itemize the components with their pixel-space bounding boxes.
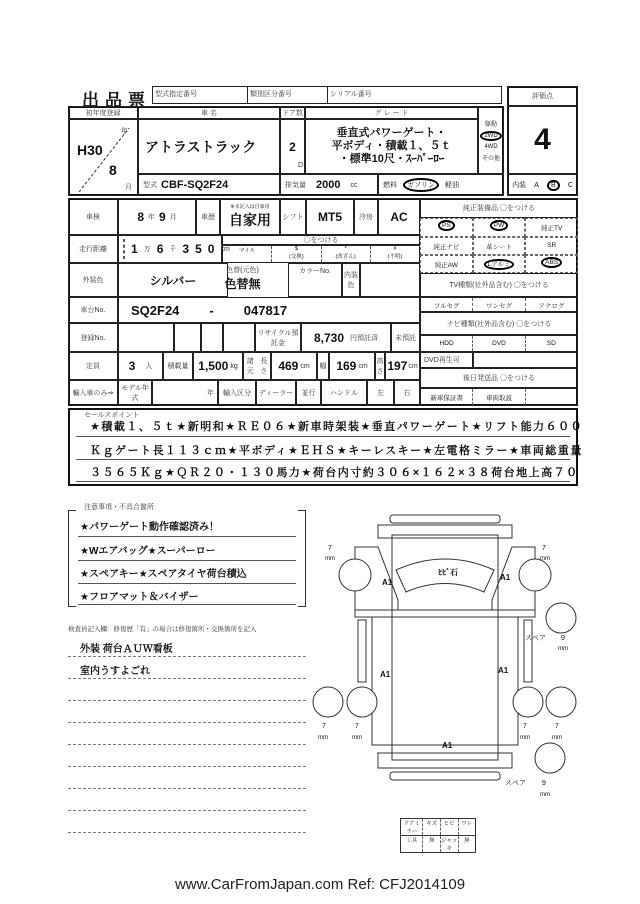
mark-a1: A1 [500, 573, 511, 582]
header-fields [152, 86, 502, 104]
recycle-unpaid: 未預託 [391, 323, 420, 352]
equip-sunroof: SR [525, 237, 578, 255]
later-manual: 車両取説 [473, 389, 525, 405]
color-change [200, 265, 285, 292]
tv-fullseg: フルセグ [421, 298, 473, 311]
equip-alloy-circled: Lアルミ [484, 259, 515, 270]
unit: cm [300, 362, 310, 370]
drive-other: その他 [481, 155, 500, 162]
tread-depth: 7 [322, 723, 326, 730]
equip-abs-circled: ABS [541, 257, 562, 268]
unit: mm [520, 735, 530, 741]
handle-right: 右 [394, 380, 420, 406]
equip-aw: 純正AW [420, 255, 473, 273]
displacement-label: 排気量 [285, 182, 306, 189]
spare-label: スペア [525, 635, 546, 642]
later-options [420, 388, 578, 406]
mileage-label: 走行距離 [68, 235, 118, 263]
tread-depth: 7 [555, 723, 559, 730]
reg-cell [174, 323, 201, 352]
first-reg-cell [68, 119, 138, 196]
mileage-digit: 6 [156, 242, 164, 256]
tread-depth: 7 [523, 723, 527, 730]
bracket-right [298, 510, 306, 607]
displacement-value: 2000 [316, 179, 341, 191]
form-title: 出品票 [82, 91, 151, 110]
import-dealer: ディーラー [256, 380, 296, 406]
doors-value: 2 [280, 119, 305, 174]
ac-label: 冷房 [354, 198, 378, 235]
color-no-label: カラーNo. [288, 263, 342, 297]
mileage-digit: 1 [131, 242, 138, 256]
grade-line: ・標準10尺・ｽｰﾊﾟｰﾛｰ [338, 153, 445, 165]
tire-rear-left-outer [313, 687, 343, 717]
chassis-prefix: SQ2F24 [131, 302, 180, 318]
inspector-line: 外装 荷台ＡＵＷ看板 [80, 644, 173, 655]
usage-note: ※未記入は自家用 [230, 204, 270, 210]
tire-rear-left-inner [347, 687, 377, 717]
mark-a1: A1 [498, 666, 509, 675]
accessory-table [400, 818, 476, 853]
inspector-label: 検査員記入欄：修復歴「有」の場合は修復箇所・交換箇所を記入 [68, 626, 257, 633]
equip-leather: 革シート [473, 237, 526, 255]
unit: mm [318, 735, 328, 741]
interior-color-label: 内装色 [342, 263, 360, 297]
fuel-gasoline-circled: ガソリン [403, 178, 439, 192]
tread-depth: 7 [328, 545, 332, 552]
mark-mile: マイル [223, 246, 272, 262]
inspection-label: 車検 [68, 198, 118, 235]
model-value: CBF-SQ2F24 [161, 179, 229, 191]
mark-a1: A1 [442, 741, 453, 750]
mark-tampered: * (改ざん) [322, 246, 371, 262]
score-label: 評価点 [507, 86, 578, 106]
first-reg-month: 8 [109, 162, 117, 178]
recycle-value-cell [301, 323, 391, 352]
unit: mm [552, 735, 562, 741]
width-cell [329, 352, 375, 380]
color-value: シルバー [118, 263, 228, 297]
interior-label: 内装 [512, 182, 527, 189]
car-diagram [310, 500, 590, 810]
bracket-left [68, 510, 76, 607]
reg-cell [223, 323, 255, 352]
unit: mm [540, 556, 550, 562]
inspector-line: 室内うすよごれ [80, 666, 150, 677]
navi-options [420, 335, 578, 352]
sales-line: Ｋｇゲート長１１３ｃｍ★平ボディ★ＥＨＳ★キーレスキー★左電格ミラー★車両総重量 [90, 445, 583, 457]
color-change-value: 色替無 [224, 277, 261, 291]
interior-b-circled: B [547, 180, 560, 191]
table-cell: ヒビ [441, 819, 459, 835]
handle-label: ハンドル [321, 380, 367, 406]
usage-value: 自家用 [229, 212, 271, 228]
capacity-cell [118, 352, 163, 380]
equip-ps-circled: PS [438, 220, 455, 231]
mileage-mark-header: 〇をつける [222, 235, 420, 245]
tv-header: TV種類(社外品含む) 〇をつける [420, 273, 578, 297]
table-cell: 無 [464, 838, 470, 844]
doors-unit: D [298, 162, 304, 169]
unit: 月 [169, 213, 177, 221]
width-value: 169 [336, 359, 357, 373]
shift-value: MT5 [306, 198, 354, 235]
later-header: 後日発送品 〇をつける [420, 368, 578, 388]
table-cell: 無 [423, 836, 441, 852]
first-reg-year: H30 [77, 142, 103, 158]
import-parallel: 並行 [296, 380, 321, 406]
doors-label: ドア数 [280, 106, 305, 119]
windshield-damage: ﾋﾋﾞ石 [438, 568, 458, 577]
recycle-label: リサイクル預託金 [255, 323, 301, 352]
table-cell: 工具 [401, 836, 423, 852]
drive-label: 駆動 [484, 121, 497, 128]
navi-sd: SD [546, 340, 556, 347]
color-change-label: 色替(元色) [226, 267, 259, 274]
unit: mm [558, 646, 568, 652]
load-cell [193, 352, 243, 380]
tire-front-left [339, 559, 371, 591]
inspection-value [118, 198, 196, 235]
year-unit: 年 [121, 128, 128, 135]
spare-tread: 9 [561, 635, 565, 642]
dims-label-cell [243, 352, 271, 380]
equip-tv: 純正TV [525, 218, 578, 237]
dvd-play: DVD再生可 [420, 352, 473, 368]
equipment-header: 純正装備品 〇をつける [420, 198, 578, 218]
model-year-unit: 年 [152, 380, 218, 406]
mark-unknown: # (不明) [387, 246, 403, 260]
mark-a1: A1 [382, 578, 393, 587]
mileage-value [118, 235, 230, 263]
capacity-label: 定員 [68, 352, 118, 380]
unit: cm [408, 362, 418, 370]
dvd-play-cell [473, 352, 578, 368]
mileage-digit [123, 239, 125, 259]
length-label: 長さ [260, 358, 268, 375]
tire-rear-right-inner [513, 687, 543, 717]
chassis-label: 車台No. [68, 297, 118, 323]
displacement-cell [280, 174, 378, 196]
height-cell [385, 352, 420, 380]
mileage-digit: 0 [207, 242, 215, 256]
usage-cell [220, 198, 280, 235]
car-name-label: 車 名 [138, 106, 280, 119]
grade-label: グ レ ー ド [305, 106, 478, 119]
unit: km [220, 245, 230, 253]
spare-tread: 9 [542, 780, 546, 787]
unit: 年 [148, 213, 155, 221]
model-cell [138, 174, 280, 196]
inspection-month: 9 [159, 209, 166, 224]
chassis-dash: - [209, 302, 214, 318]
unit: mm [540, 792, 550, 798]
drive-4wd: 4WD [484, 143, 498, 150]
usage-label: 車歴 [196, 198, 220, 235]
table-cell: ジャッキ [441, 838, 458, 852]
unit: kg [230, 362, 238, 370]
grade-value [305, 119, 478, 174]
interior-score [507, 174, 578, 196]
tire-spare-2 [535, 743, 565, 773]
navi-dvd: DVD [473, 336, 525, 351]
equipment-grid [420, 218, 578, 273]
tread-depth: 7 [542, 545, 546, 552]
unit: 人 [145, 363, 153, 370]
length-value: 469 [278, 359, 299, 373]
displacement-unit: cc [350, 181, 358, 189]
fuel-label: 燃料 [383, 182, 397, 189]
handle-left: 左 [367, 380, 394, 406]
serial-label: シリアル番号 [330, 91, 372, 98]
mileage-digit: 3 [182, 242, 190, 256]
tread-depth: 7 [355, 723, 359, 730]
watermark: www.CarFromJapan.com Ref: CFJ2014109 [174, 876, 466, 893]
recycle-value: 8,730 [313, 330, 345, 345]
tv-analog: アナログ [538, 303, 565, 310]
mileage-digit: 5 [195, 242, 202, 256]
sales-line: ３５６５Ｋｇ★ＱＲ２０・１３０馬力★荷台内寸約３０６×１６２×３８荷台地上高７０ [90, 467, 579, 479]
mark-replaced: $ (交換) [272, 246, 321, 262]
capacity-value: 3 [128, 359, 136, 373]
first-reg-label: 初年度登録 [68, 106, 138, 119]
notes-label: 注意事項・不具合箇所 [84, 504, 154, 511]
length-cell [271, 352, 317, 380]
note-line: ★パワーゲート動作確認済み！ [80, 522, 219, 533]
grade-line: 平ボディ・積載１、５ｔ [331, 140, 452, 152]
grade-line: 垂直式パワーゲート・ [336, 127, 447, 139]
sales-line: ★積載１、５ｔ★新明和★ＲＥ０６★新車時架装★垂直パワーゲート★リフト能力６００ [90, 421, 584, 433]
reg-cell [201, 323, 223, 352]
import-type-label: 輸入区分 [218, 380, 256, 406]
note-line: ★フロアマット＆バイザー [80, 592, 199, 603]
table-cell: ワレ [461, 821, 473, 827]
spare-label: スペア [505, 780, 526, 787]
unit: 万 [143, 246, 151, 253]
equip-pw-circled: PW [490, 220, 508, 231]
car-name: アトラストラック [138, 119, 280, 174]
tv-oneseg: ワンセグ [473, 298, 525, 311]
note-line: ★Wエアバッグ★スーパーロー [80, 546, 216, 557]
model-year-label: モデル年式 [118, 380, 152, 406]
unit: mm [352, 735, 362, 741]
load-label: 積載量 [163, 352, 193, 380]
table-cell: キズ [423, 819, 441, 835]
interior-a: A [534, 181, 539, 189]
note-line: ★スペアキー★スペアタイヤ荷台積込 [80, 569, 247, 580]
height-value: 197 [387, 359, 408, 373]
unit: 千 [169, 246, 177, 253]
chassis-number: 047817 [243, 302, 288, 318]
interior-c: C [567, 181, 573, 189]
tire-front-right [519, 559, 551, 591]
month-unit: 月 [125, 184, 132, 191]
tire-rear-right-outer [546, 687, 576, 717]
score-value: 4 [507, 106, 578, 174]
type-designation-label: 型式指定番号 [153, 87, 248, 103]
recycle-paid: 円預託済 [350, 334, 379, 342]
navi-hdd: HDD [421, 336, 473, 351]
reg-cell [118, 323, 174, 352]
tv-options [420, 297, 578, 312]
table-cell: ドアミラー [401, 819, 423, 835]
fuel-cell [378, 174, 504, 196]
load-value: 1,500 [198, 359, 229, 373]
later-warranty: 新車保証書 [421, 389, 473, 405]
mark-a1: A1 [380, 670, 391, 679]
mileage-marks [222, 245, 420, 263]
shift-label: シフト [280, 198, 306, 235]
tire-spare-1 [546, 603, 576, 633]
fuel-diesel: 軽油 [445, 182, 459, 189]
navi-header: ナビ種類(社外品含む) 〇をつける [420, 312, 578, 335]
reg-label: 登録No. [68, 323, 118, 352]
color-label: 外装色 [68, 263, 118, 297]
category-label: 類別区分番号 [248, 87, 328, 103]
dims-label: 諸元 [246, 358, 254, 375]
import-label: 輸入車のみ⇒ [68, 380, 118, 406]
model-label: 型式 [143, 182, 157, 189]
chassis-value [118, 297, 420, 323]
height-label: 高さ [375, 352, 385, 380]
equip-navi: 純正ナビ [420, 237, 473, 255]
width-label: 幅 [317, 352, 329, 380]
unit: cm [358, 362, 368, 370]
unit: mm [325, 556, 335, 562]
ac-value: AC [378, 198, 420, 235]
drive-2wd-circled: 2WD [480, 131, 501, 141]
sales-label: セールスポイント [84, 412, 140, 419]
inspection-year: 8 [137, 209, 144, 224]
drive-cell [478, 106, 504, 174]
interior-color-value [360, 263, 420, 297]
